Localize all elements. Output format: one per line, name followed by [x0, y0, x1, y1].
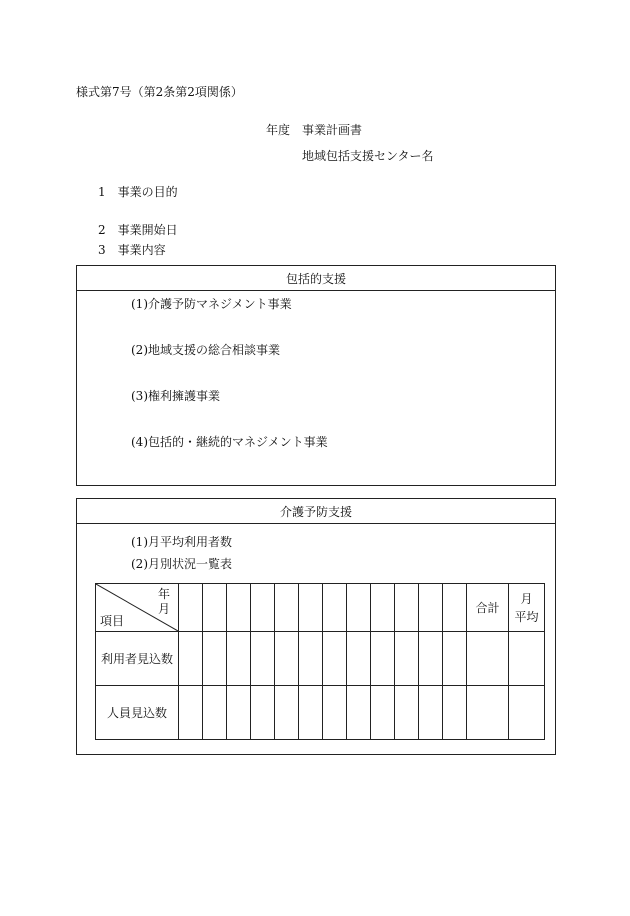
section-2	[98, 224, 178, 236]
month-cell	[443, 584, 467, 632]
section-label: 事業内容	[117, 243, 166, 257]
month-cell	[227, 584, 251, 632]
section-label: 事業開始日	[117, 223, 178, 237]
comprehensive-item-4: (4)包括的・継続的マネジメント事業	[131, 435, 328, 449]
section-label: 事業の目的	[117, 185, 178, 199]
table-cell[interactable]	[323, 632, 347, 686]
average-header-line2: 平均	[514, 609, 539, 624]
month-cell	[347, 584, 371, 632]
table-header-row	[96, 584, 545, 632]
table-cell[interactable]	[299, 686, 323, 740]
average-header-line1: 月	[520, 591, 533, 606]
diagonal-header-cell	[96, 584, 179, 632]
month-cell	[371, 584, 395, 632]
comprehensive-item-3: (3)権利擁護事業	[131, 389, 220, 403]
table-cell[interactable]	[179, 686, 203, 740]
table-cell[interactable]	[299, 632, 323, 686]
total-cell[interactable]	[467, 686, 509, 740]
preventive-support-title: 介護予防支援	[77, 499, 555, 524]
table-cell[interactable]	[179, 632, 203, 686]
table-cell[interactable]	[203, 632, 227, 686]
table-cell[interactable]	[323, 686, 347, 740]
table-cell[interactable]	[395, 632, 419, 686]
document-title: 年度 事業計画書	[266, 123, 363, 137]
month-cell	[299, 584, 323, 632]
table-cell[interactable]	[251, 686, 275, 740]
form-number: 様式第7号（第2条第2項関係）	[76, 85, 243, 99]
section-3	[98, 244, 166, 256]
month-cell	[179, 584, 203, 632]
total-cell[interactable]	[467, 632, 509, 686]
average-cell[interactable]	[509, 686, 545, 740]
table-cell[interactable]	[443, 632, 467, 686]
header-month-label: 月	[157, 602, 170, 616]
comprehensive-item-1: (1)介護予防マネジメント事業	[131, 297, 292, 311]
comprehensive-support-box	[76, 265, 556, 486]
preventive-support-box	[76, 498, 556, 755]
preventive-item-2: (2)月別状況一覧表	[131, 557, 232, 571]
header-item-label: 項目	[100, 614, 125, 628]
row-label-staff: 人員見込数	[96, 686, 179, 740]
section-number: 2	[98, 223, 106, 237]
table-cell[interactable]	[275, 632, 299, 686]
total-header: 合計	[467, 584, 509, 632]
table-row	[96, 632, 545, 686]
table-row	[96, 686, 545, 740]
header-year-label: 年	[157, 587, 170, 601]
comprehensive-item-2: (2)地域支援の総合相談事業	[131, 343, 280, 357]
preventive-item-1: (1)月平均利用者数	[131, 535, 232, 549]
table-cell[interactable]	[251, 632, 275, 686]
average-header	[509, 584, 545, 632]
table-cell[interactable]	[419, 632, 443, 686]
center-name: 地域包括支援センター名	[302, 149, 434, 163]
table-cell[interactable]	[275, 686, 299, 740]
table-cell[interactable]	[227, 686, 251, 740]
table-cell[interactable]	[347, 686, 371, 740]
monthly-status-table	[95, 583, 545, 740]
table-cell[interactable]	[443, 686, 467, 740]
section-number: 1	[98, 185, 106, 199]
month-cell	[275, 584, 299, 632]
comprehensive-support-title: 包括的支援	[77, 266, 555, 291]
month-cell	[395, 584, 419, 632]
section-1	[98, 186, 178, 198]
table-cell[interactable]	[347, 632, 371, 686]
table-cell[interactable]	[371, 632, 395, 686]
table-cell[interactable]	[227, 632, 251, 686]
table-cell[interactable]	[371, 686, 395, 740]
month-cell	[251, 584, 275, 632]
table-cell[interactable]	[419, 686, 443, 740]
row-label-users: 利用者見込数	[96, 632, 179, 686]
month-cell	[203, 584, 227, 632]
section-number: 3	[98, 243, 106, 257]
month-cell	[323, 584, 347, 632]
average-cell[interactable]	[509, 632, 545, 686]
month-cell	[419, 584, 443, 632]
table-cell[interactable]	[395, 686, 419, 740]
table-cell[interactable]	[203, 686, 227, 740]
